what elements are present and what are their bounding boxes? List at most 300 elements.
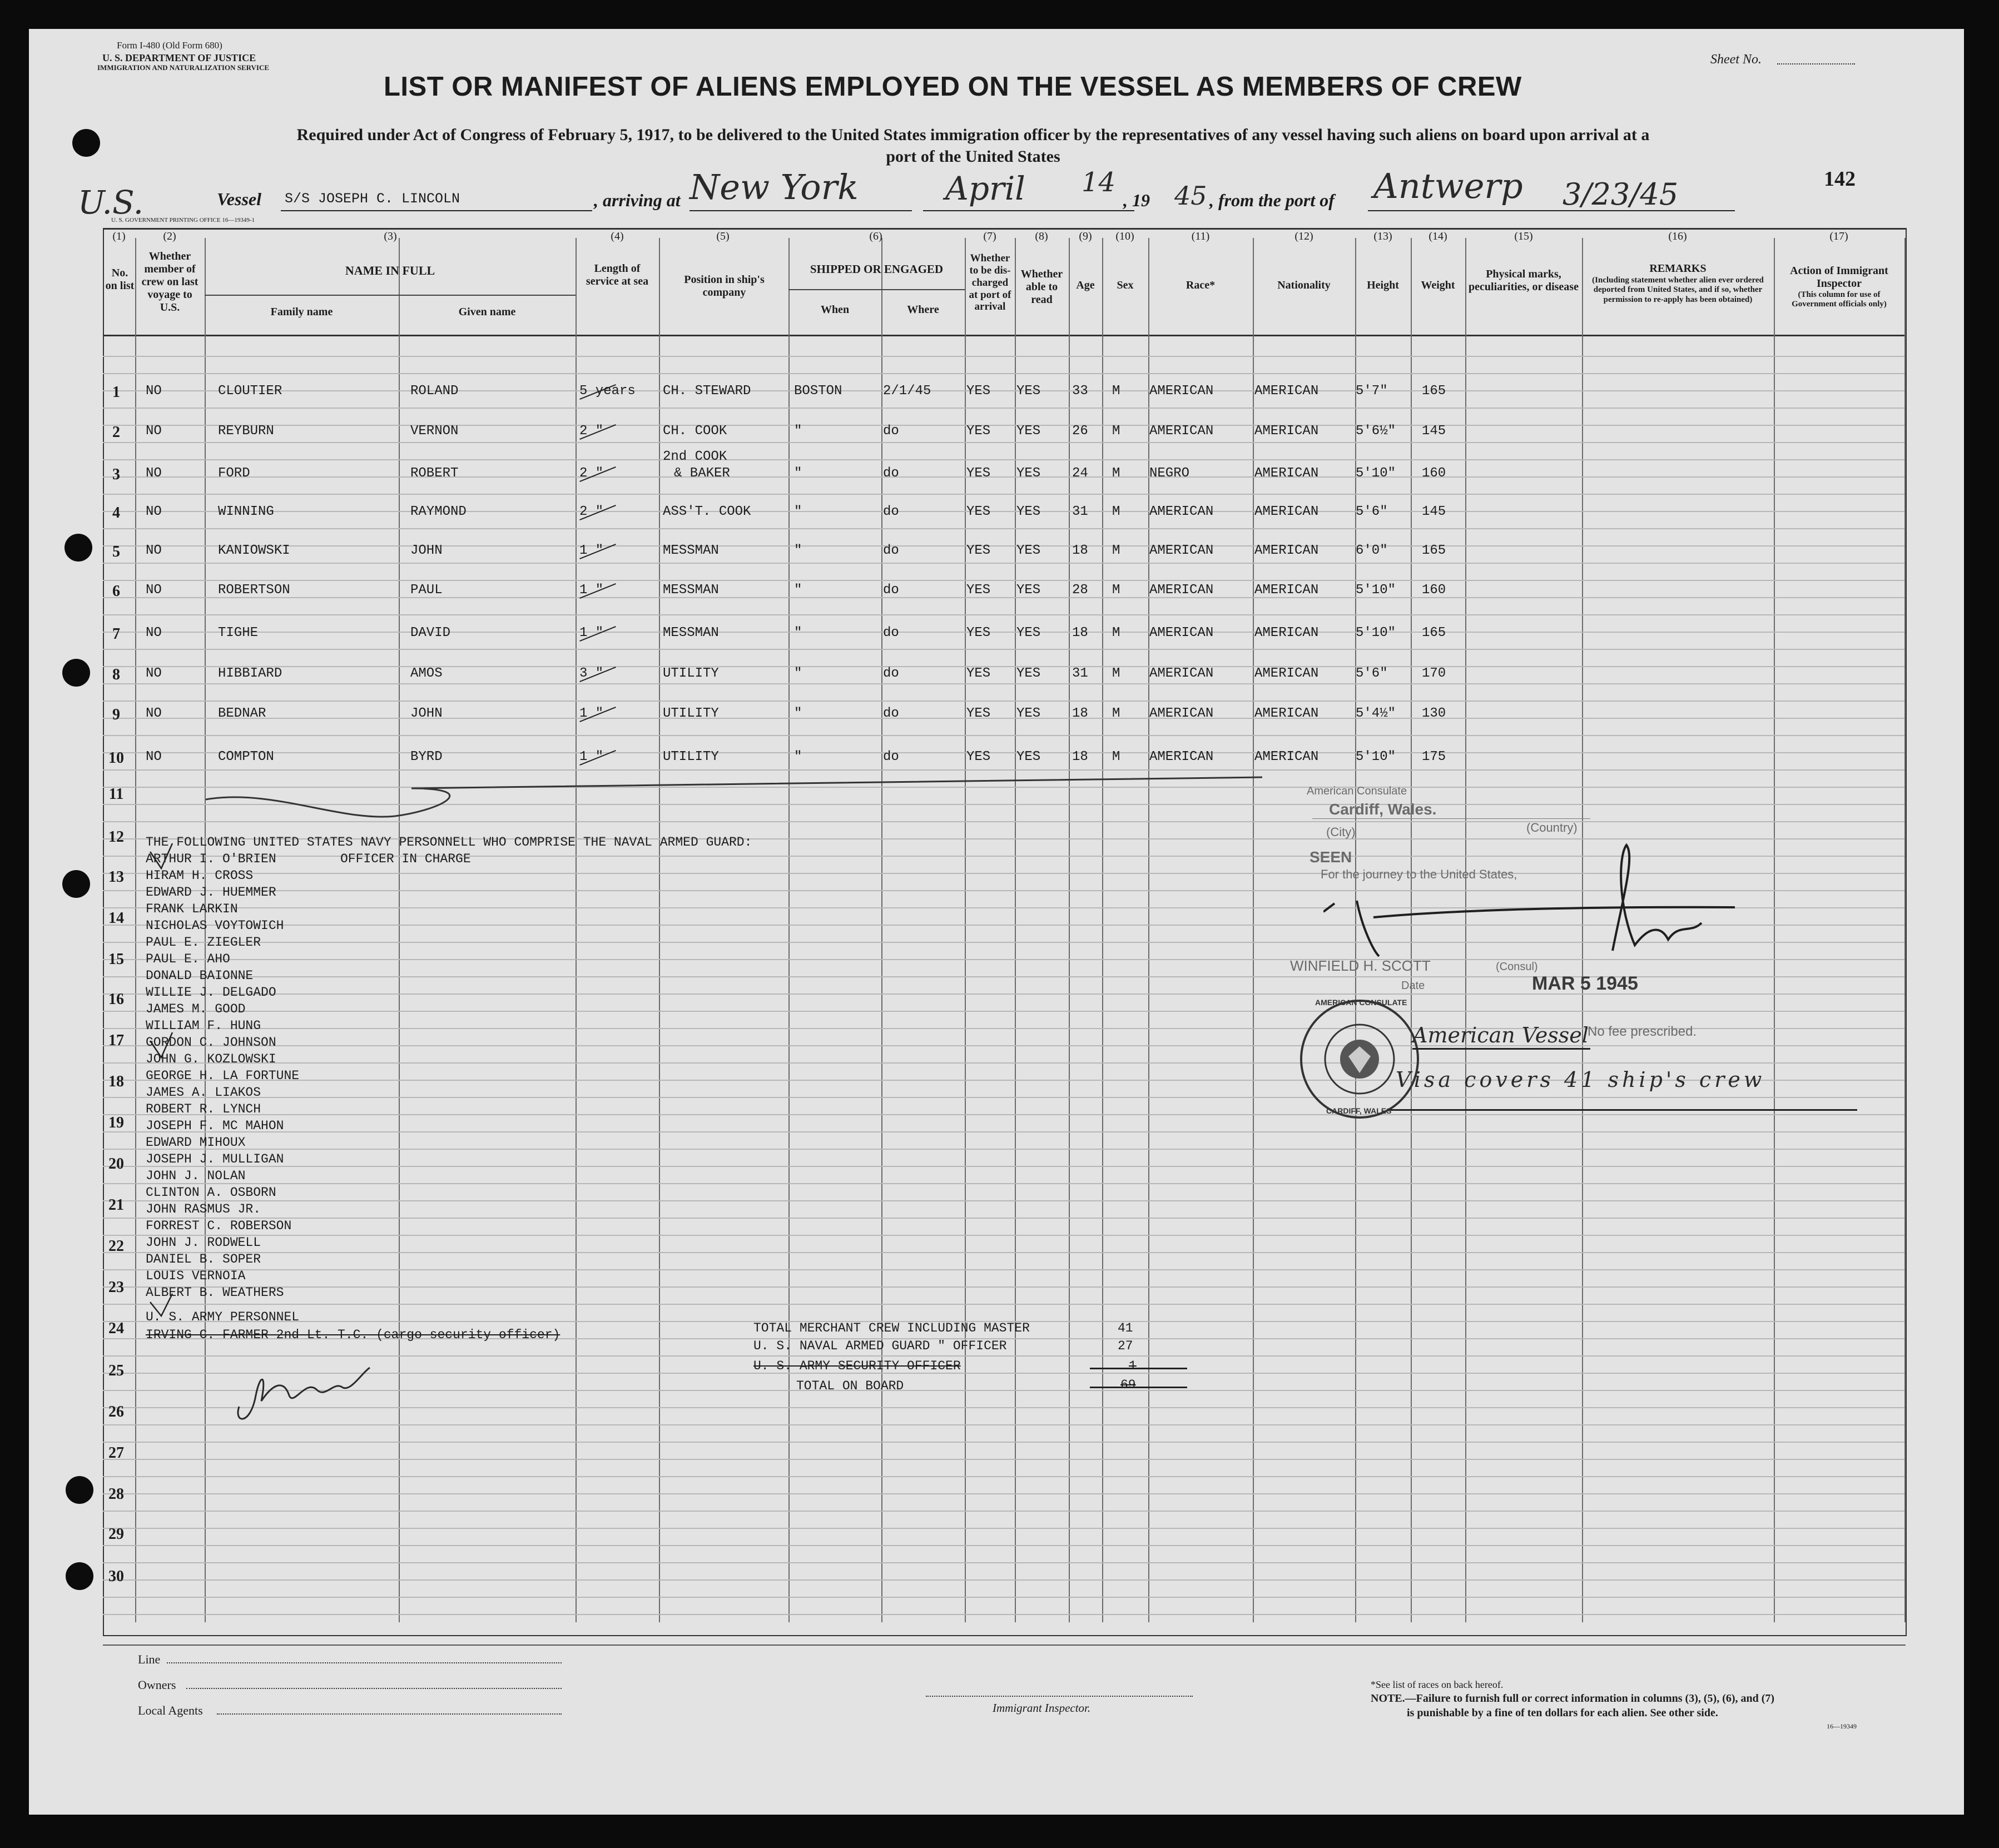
last-voyage-cell: NO: [146, 504, 162, 519]
navy-member-name: PAUL E. AHO: [146, 952, 230, 966]
rule-line: [103, 1062, 1904, 1064]
col-number: (7): [983, 230, 996, 242]
nationality-cell: AMERICAN: [1254, 466, 1319, 481]
last-voyage-cell: NO: [146, 625, 162, 640]
row-number: 18: [108, 1073, 124, 1090]
rule-line: [103, 459, 1904, 460]
no-fee-stamp: No fee prescribed.: [1588, 1024, 1697, 1039]
arriving-label: , arriving at: [594, 190, 681, 210]
rule-line: [103, 632, 1904, 633]
navy-member-name: EDWARD J. HUEMMER: [146, 885, 276, 900]
given-name-cell: ROBERT: [410, 466, 459, 481]
shipped-subrule: [788, 289, 965, 290]
shipped-when-cell: ": [794, 543, 802, 558]
discharged-cell: YES: [966, 384, 991, 399]
vessel-underline: [281, 210, 592, 211]
arrival-date-underline: [923, 210, 1134, 211]
position-cell: MESSMAN: [663, 543, 719, 558]
shipped-where-cell: do: [883, 625, 899, 640]
col-number: (11): [1191, 230, 1210, 242]
navy-member-name: JOHN J. NOLAN: [146, 1169, 246, 1183]
family-name-cell: CLOUTIER: [218, 384, 282, 399]
total-on-board-value: 69: [1120, 1378, 1136, 1392]
given-name-cell: AMOS: [410, 666, 443, 681]
family-name-cell: HIBBIARD: [218, 666, 282, 681]
rule-line: [103, 666, 1904, 667]
total-naval-label: U. S. NAVAL ARMED GUARD " OFFICER: [753, 1339, 1007, 1353]
row-number: 3: [112, 466, 120, 483]
from-port-label: , from the port of: [1209, 190, 1335, 210]
col-number: (13): [1373, 230, 1392, 242]
row-number: 19: [108, 1114, 124, 1131]
army-personnel-struck: IRVING C. FARMER 2nd Lt. T.C. (cargo security officer): [146, 1328, 560, 1342]
given-name-cell: JOHN: [410, 543, 443, 558]
rule-line: [103, 528, 1904, 529]
rule-line: [103, 373, 1904, 374]
col-shipped-engaged: SHIPPED OR ENGAGED: [810, 262, 944, 276]
seal-top-text: AMERICAN CONSULATE: [1315, 998, 1407, 1007]
punch-hole: [62, 659, 90, 687]
shipped-when-cell: ": [794, 424, 802, 439]
col-name-in-full: NAME IN FULL: [345, 264, 435, 277]
shipped-when-cell: ": [794, 625, 802, 640]
able-to-read-cell: YES: [1016, 504, 1041, 519]
service-cell: 2 ": [579, 504, 604, 519]
total-on-board-label: TOTAL ON BOARD: [796, 1379, 904, 1393]
age-cell: 18: [1072, 625, 1088, 640]
col-able-to-read: Whether able to read: [1020, 268, 1063, 306]
weight-cell: 160: [1422, 466, 1446, 481]
col-remarks: REMARKS: [1649, 262, 1707, 275]
weight-cell: 145: [1422, 424, 1446, 439]
col-weight: Weight: [1421, 279, 1455, 291]
col-age: Age: [1076, 279, 1095, 291]
end-of-list-wave: [206, 766, 1262, 827]
page-title: LIST OR MANIFEST OF ALIENS EMPLOYED ON THE VESSEL AS MEMBERS OF CREW: [384, 72, 1522, 102]
navy-member-name: FORREST C. ROBERSON: [146, 1219, 292, 1233]
army-heading: U. S. ARMY PERSONNEL: [146, 1310, 300, 1324]
col-divider: [1069, 238, 1070, 1622]
shipped-where-cell: do: [883, 543, 899, 558]
able-to-read-cell: YES: [1016, 543, 1041, 558]
row-number: 20: [108, 1155, 124, 1173]
age-cell: 33: [1072, 384, 1088, 399]
able-to-read-cell: YES: [1016, 466, 1041, 481]
race-cell: AMERICAN: [1149, 583, 1214, 598]
visa-note-line: [1390, 1109, 1857, 1111]
shipped-when-cell: ": [794, 706, 802, 721]
rule-line: [103, 408, 1904, 409]
consulate-heading: American Consulate: [1307, 785, 1407, 797]
col-length-service: Length of service at sea: [586, 262, 649, 287]
sex-cell: M: [1112, 625, 1120, 640]
col-divider: [659, 238, 660, 1622]
family-name-cell: REYBURN: [218, 424, 274, 439]
age-cell: 31: [1072, 666, 1088, 681]
navy-member-name: DANIEL B. SOPER: [146, 1252, 261, 1266]
col-inspector-action: Action of Immigrant Inspector: [1790, 265, 1888, 290]
consul-label: (Consul): [1496, 961, 1538, 973]
rule-line: [103, 580, 1904, 581]
rule-line: [103, 390, 1904, 391]
vessel-name: S/S JOSEPH C. LINCOLN: [285, 191, 460, 207]
col-sex: Sex: [1117, 279, 1134, 291]
navy-member-name: JAMES A. LIAKOS: [146, 1085, 261, 1100]
row-number: 6: [112, 583, 120, 600]
service-cell: 1 ": [579, 749, 604, 764]
discharged-cell: YES: [966, 706, 991, 721]
sex-cell: M: [1112, 543, 1120, 558]
seal-bottom-text: CARDIFF, WALES: [1326, 1106, 1392, 1115]
sex-cell: M: [1112, 466, 1120, 481]
height-cell: 5'6½": [1356, 424, 1396, 439]
punch-hole: [65, 534, 92, 562]
row-number: 25: [108, 1362, 124, 1379]
col-divider: [576, 238, 577, 1622]
row-number: 14: [108, 910, 124, 927]
rule-line: [103, 1579, 1904, 1581]
departure-underline: [1368, 210, 1735, 211]
penalty-note-1: NOTE.—Failure to furnish full or correct information in columns (3), (5), (6), and (7): [1371, 1692, 1775, 1705]
stamp-date: MAR 5 1945: [1532, 973, 1638, 994]
total-strike-line: [1090, 1387, 1187, 1388]
row-number: 30: [108, 1568, 124, 1585]
service-cell: 1 ": [579, 625, 604, 640]
header-rule: [103, 335, 1906, 336]
navy-member-name: JOHN RASMUS JR.: [146, 1202, 261, 1216]
service-cell: 2 ": [579, 466, 604, 481]
family-name-cell: ROBERTSON: [218, 583, 290, 598]
navy-member-name: PAUL E. ZIEGLER: [146, 935, 261, 950]
rule-line: [103, 442, 1904, 443]
col-divider: [1253, 238, 1254, 1622]
rule-line: [103, 701, 1904, 702]
race-cell: AMERICAN: [1149, 384, 1214, 399]
row-number: 29: [108, 1526, 124, 1543]
weight-cell: 170: [1422, 666, 1446, 681]
discharged-cell: YES: [966, 583, 991, 598]
row-number: 13: [108, 868, 124, 886]
col-number: (9): [1079, 230, 1092, 242]
signature: [228, 1357, 384, 1429]
consulate-city: Cardiff, Wales.: [1329, 801, 1437, 818]
col-shipped-when: When: [820, 304, 850, 316]
sex-cell: M: [1112, 706, 1120, 721]
sex-cell: M: [1112, 749, 1120, 764]
punch-hole: [62, 870, 90, 898]
shipped-where-cell: do: [883, 424, 899, 439]
arrival-port: New York: [690, 167, 859, 207]
rule-line: [103, 1304, 1904, 1305]
subtitle-line-1: Required under Act of Congress of February 5, 1917, to be delivered to the United States immigration officer by the representatives of any vessel having such aliens on board upon arrival at a: [296, 126, 1650, 144]
navy-member-name: WILLIE J. DELGADO: [146, 985, 276, 1000]
given-name-cell: JOHN: [410, 706, 443, 721]
height-cell: 5'4½": [1356, 706, 1396, 721]
total-naval-value: 27: [1118, 1339, 1133, 1353]
rule-line: [103, 1200, 1904, 1201]
navy-member-name: JOSEPH F. MC MAHON: [146, 1119, 284, 1133]
rule-line: [103, 1476, 1904, 1477]
navy-member-name: ROBERT R. LYNCH: [146, 1102, 261, 1116]
family-name-cell: TIGHE: [218, 625, 259, 640]
rule-line: [103, 752, 1904, 753]
weight-cell: 130: [1422, 706, 1446, 721]
race-cell: AMERICAN: [1149, 666, 1214, 681]
rule-line: [103, 1011, 1904, 1012]
form-number: Form I-480 (Old Form 680): [117, 40, 222, 51]
race-cell: AMERICAN: [1149, 543, 1214, 558]
row-number: 26: [108, 1403, 124, 1420]
navy-member-name: HIRAM H. CROSS: [146, 868, 254, 883]
punch-hole: [66, 1562, 93, 1590]
rule-line: [103, 1218, 1904, 1219]
row-number: 22: [108, 1238, 124, 1255]
total-army-value: 1: [1129, 1359, 1137, 1373]
col-number: (8): [1035, 230, 1048, 242]
arrival-port-underline: [690, 210, 912, 211]
col-number: (16): [1668, 230, 1687, 242]
height-cell: 5'10": [1356, 583, 1396, 598]
rule-line: [103, 1183, 1904, 1184]
name-subrule: [205, 295, 576, 296]
nationality-cell: AMERICAN: [1254, 666, 1319, 681]
shipped-where-cell: do: [883, 749, 899, 764]
nationality-cell: AMERICAN: [1254, 543, 1319, 558]
rule-line: [103, 545, 1904, 547]
row-number: 28: [108, 1486, 124, 1503]
position-cell: 2nd COOK: [663, 449, 727, 464]
page-number: 142: [1824, 167, 1856, 191]
height-cell: 5'10": [1356, 625, 1396, 640]
weight-cell: 175: [1422, 749, 1446, 764]
navy-member-name: NICHOLAS VOYTOWICH: [146, 918, 284, 933]
height-cell: 5'6": [1356, 666, 1388, 681]
rule-line: [103, 1131, 1904, 1132]
discharged-cell: YES: [966, 625, 991, 640]
owners-label: Owners: [138, 1678, 176, 1692]
shipped-where-cell: do: [883, 504, 899, 519]
consul-signature: [1323, 839, 1746, 973]
service-cell: 3 ": [579, 666, 604, 681]
city-line: [1312, 818, 1590, 819]
agents-field: [217, 1713, 562, 1715]
family-name-cell: COMPTON: [218, 749, 274, 764]
service-cell: 1 ": [579, 706, 604, 721]
col-position: Position in ship's company: [684, 274, 765, 299]
navy-member-name: ARTHUR I. O'BRIEN: [146, 852, 276, 866]
weight-cell: 160: [1422, 583, 1446, 598]
rule-line: [103, 1114, 1904, 1115]
last-voyage-cell: NO: [146, 706, 162, 721]
sex-cell: M: [1112, 504, 1120, 519]
rule-line: [103, 1286, 1904, 1288]
col-number: (3): [384, 230, 397, 242]
able-to-read-cell: YES: [1016, 666, 1041, 681]
form-code: 16—19349: [1827, 1722, 1857, 1730]
nationality-cell: AMERICAN: [1254, 706, 1319, 721]
navy-officer-note: OFFICER IN CHARGE: [340, 852, 471, 866]
owners-field: [186, 1688, 562, 1689]
rule-line: [103, 511, 1904, 512]
arrival-month: April: [945, 170, 1025, 207]
rule-line: [103, 649, 1904, 650]
shipped-when-cell: ": [794, 504, 802, 519]
col-discharged: Whether to be dis-charged at port of arrival: [969, 252, 1011, 313]
country-label: (Country): [1526, 821, 1578, 834]
able-to-read-cell: YES: [1016, 583, 1041, 598]
col-divider: [965, 238, 966, 1622]
rule-line: [103, 494, 1904, 495]
consul-name: WINFIELD H. SCOTT: [1290, 957, 1431, 974]
row-number: 5: [112, 543, 120, 560]
able-to-read-cell: YES: [1016, 625, 1041, 640]
col-divider: [1102, 238, 1103, 1622]
height-cell: 6'0": [1356, 543, 1388, 558]
col-divider: [1015, 238, 1016, 1622]
navy-member-name: JOSEPH J. MULLIGAN: [146, 1152, 284, 1166]
row-number: 4: [112, 504, 120, 521]
rule-line: [103, 718, 1904, 719]
col-no-on-list: No. on list: [105, 267, 135, 292]
sex-cell: M: [1112, 424, 1120, 439]
departure-port: Antwerp: [1373, 166, 1523, 206]
weight-cell: 165: [1422, 543, 1446, 558]
weight-cell: 165: [1422, 384, 1446, 399]
total-merchant-label: TOTAL MERCHANT CREW INCLUDING MASTER: [753, 1321, 1030, 1335]
row-number: 21: [108, 1196, 124, 1214]
service-cell: 1 ": [579, 543, 604, 558]
navy-member-name: FRANK LARKIN: [146, 902, 238, 916]
navy-member-name: ALBERT B. WEATHERS: [146, 1285, 284, 1300]
sex-cell: M: [1112, 384, 1120, 399]
sheet-line: [1777, 63, 1855, 64]
nationality-cell: AMERICAN: [1254, 583, 1319, 598]
rule-line: [103, 476, 1904, 478]
navy-member-name: GEORGE H. LA FORTUNE: [146, 1069, 300, 1083]
vessel-label: Vessel: [217, 189, 261, 209]
position-cell: UTILITY: [663, 749, 719, 764]
last-voyage-cell: NO: [146, 424, 162, 439]
race-cell: NEGRO: [1149, 466, 1190, 481]
shipped-when-cell: ": [794, 749, 802, 764]
sex-cell: M: [1112, 666, 1120, 681]
race-cell: AMERICAN: [1149, 706, 1214, 721]
inspector-label: Immigrant Inspector.: [993, 1701, 1091, 1715]
punch-hole: [66, 1476, 93, 1504]
col-shipped-where: Where: [907, 304, 939, 316]
row-number: 12: [108, 828, 124, 846]
rule-line: [103, 683, 1904, 684]
last-voyage-cell: NO: [146, 466, 162, 481]
able-to-read-cell: YES: [1016, 706, 1041, 721]
races-note: *See list of races on back hereof.: [1371, 1679, 1504, 1690]
navy-member-name: LOUIS VERNOIA: [146, 1269, 246, 1283]
col-number: (15): [1514, 230, 1533, 242]
shipped-where-cell: do: [883, 706, 899, 721]
checkmarks: [111, 841, 178, 1319]
age-cell: 18: [1072, 706, 1088, 721]
col-family-name: Family name: [270, 306, 333, 318]
row-number: 1: [112, 384, 120, 401]
rule-line: [103, 1597, 1904, 1598]
nationality-cell: AMERICAN: [1254, 504, 1319, 519]
col-divider: [399, 238, 400, 1622]
navy-member-name: GORDON C. JOHNSON: [146, 1035, 276, 1050]
col-number: (2): [163, 230, 176, 242]
race-cell: AMERICAN: [1149, 504, 1214, 519]
position-cell: UTILITY: [663, 666, 719, 681]
vessel-note-line: [1412, 1048, 1590, 1050]
punch-hole: [72, 129, 100, 157]
row-number: 27: [108, 1444, 124, 1462]
col-number: (1): [112, 230, 126, 242]
service-cell: 1 ": [579, 583, 604, 598]
journey-text: For the journey to the United States,: [1321, 867, 1517, 881]
rule-line: [103, 1614, 1904, 1615]
col-number: (5): [716, 230, 730, 242]
family-name-cell: WINNING: [218, 504, 274, 519]
given-name-cell: PAUL: [410, 583, 443, 598]
last-voyage-cell: NO: [146, 384, 162, 399]
col-number: (4): [611, 230, 624, 242]
service-cell: 5 years: [579, 384, 636, 399]
position-cell: ASS'T. COOK: [663, 504, 751, 519]
consulate-seal: [1296, 995, 1423, 1123]
rule-line: [103, 563, 1904, 564]
col-nationality: Nationality: [1277, 279, 1331, 291]
vessel-flag: U.S.: [78, 183, 144, 221]
rule-line: [103, 425, 1904, 426]
handwritten-visa-note: Visa covers 41 ship's crew: [1396, 1067, 1765, 1092]
col-height: Height: [1367, 279, 1399, 291]
able-to-read-cell: YES: [1016, 749, 1041, 764]
col-given-name: Given name: [458, 306, 516, 318]
given-name-cell: BYRD: [410, 749, 443, 764]
col-number: (12): [1294, 230, 1313, 242]
rule-line: [103, 1562, 1904, 1563]
service: IMMIGRATION AND NATURALIZATION SERVICE: [97, 63, 270, 72]
last-voyage-cell: NO: [146, 666, 162, 681]
total-strike-line: [1090, 1368, 1187, 1369]
rule-line: [103, 1459, 1904, 1460]
age-cell: 28: [1072, 583, 1088, 598]
position-cell: CH. COOK: [663, 424, 727, 439]
navy-member-name: EDWARD MIHOUX: [146, 1135, 246, 1150]
age-cell: 26: [1072, 424, 1088, 439]
row-number: 8: [112, 666, 120, 683]
family-name-cell: BEDNAR: [218, 706, 266, 721]
rule-line: [103, 356, 1904, 357]
col-divider: [1774, 238, 1775, 1622]
col-remarks-note: (Including statement whether alien ever ordered deported from United States, and if so, whether permission to re-apply has been obtained): [1592, 276, 1764, 304]
seen-stamp: SEEN: [1309, 848, 1352, 866]
col-number: (6): [869, 230, 882, 242]
inspector-field: [926, 1696, 1193, 1697]
date-label: Date: [1401, 980, 1425, 992]
position-cell: MESSMAN: [663, 625, 719, 640]
family-name-cell: FORD: [218, 466, 250, 481]
total-army-label: U. S. ARMY SECURITY OFFICER: [753, 1359, 961, 1373]
year-suffix: 45: [1174, 181, 1207, 211]
given-name-cell: DAVID: [410, 625, 451, 640]
row-number: 10: [108, 749, 124, 767]
rule-line: [103, 1045, 1904, 1046]
age-cell: 31: [1072, 504, 1088, 519]
col-divider: [1904, 238, 1906, 1622]
sex-cell: M: [1112, 583, 1120, 598]
shipped-where-cell: 2/1/45: [883, 384, 931, 399]
col-divider: [788, 238, 790, 1622]
